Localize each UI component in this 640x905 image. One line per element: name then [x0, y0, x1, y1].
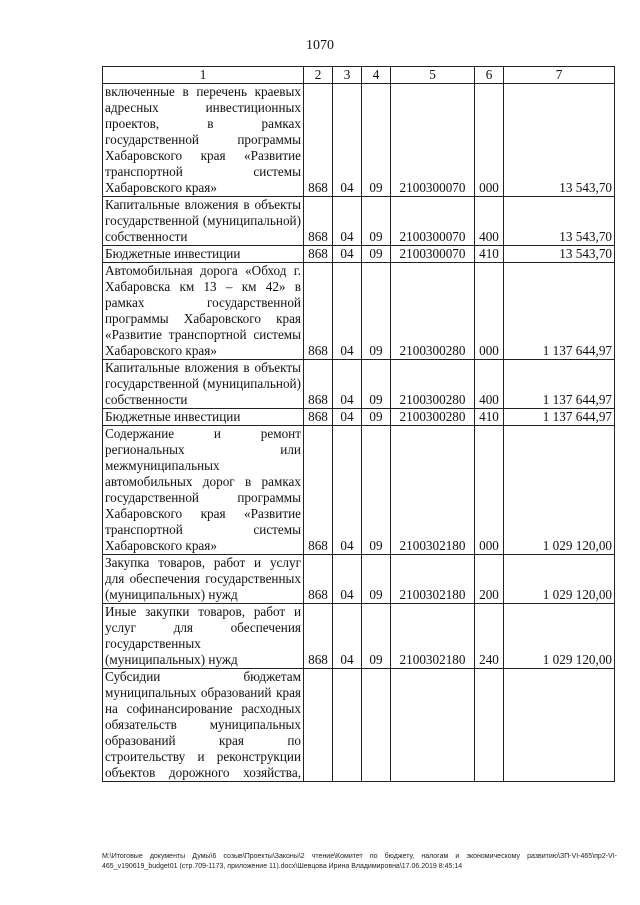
row-amount: 1 137 644,97 [504, 263, 615, 360]
row-name: Капитальные вложения в объекты государственной (муниципальной) собственности [103, 360, 304, 409]
row-col5: 2100302180 [391, 555, 475, 604]
row-amount: 1 029 120,00 [504, 426, 615, 555]
row-amount: 13 543,70 [504, 197, 615, 246]
row-col3: 04 [333, 84, 362, 197]
row-amount: 13 543,70 [504, 84, 615, 197]
document-footer-path: M:\Итоговые документы Думы\6 созыв\Проекты\Законы\2 чтение\Комитет по бюджету, налогам и экономическому развитию\ЗП-VI-465\пр2-VI-465_v190619_budget01 (стр.709-1173, приложение 11).docx\Шевцова Ирина Владимировна\17.06.2019 8:45:14 [102, 853, 617, 870]
col-header-1: 1 [103, 67, 304, 84]
row-col2: 868 [304, 555, 333, 604]
row-col2: 868 [304, 84, 333, 197]
col-header-2: 2 [304, 67, 333, 84]
row-col3: 04 [333, 246, 362, 263]
row-col5 [391, 669, 475, 782]
row-name: включенные в перечень краевых адресных инвестиционных проектов, в рамках государственной программы Хабаровского края «Развитие транспортной системы Хабаровского края» [103, 84, 304, 197]
row-name: Закупка товаров, работ и услуг для обеспечения государственных (муниципальных) нужд [103, 555, 304, 604]
row-col2 [304, 669, 333, 782]
row-col4: 09 [362, 409, 391, 426]
row-col6 [475, 669, 504, 782]
row-col3: 04 [333, 555, 362, 604]
row-name: Бюджетные инвестиции [103, 409, 304, 426]
row-col6: 400 [475, 197, 504, 246]
row-name: Иные закупки товаров, работ и услуг для обеспечения государственных (муниципальных) нужд [103, 604, 304, 669]
col-header-7: 7 [504, 67, 615, 84]
row-amount: 13 543,70 [504, 246, 615, 263]
row-col4: 09 [362, 84, 391, 197]
row-name: Субсидии бюджетам муниципальных образований края на софинансирование расходных обязательств муниципальных образований края по строительству и реконструкции объектов дорожного хозяйства, [103, 669, 304, 782]
row-col6: 240 [475, 604, 504, 669]
row-col5: 2100300070 [391, 197, 475, 246]
row-col6: 410 [475, 246, 504, 263]
row-col4: 09 [362, 426, 391, 555]
row-col3 [333, 669, 362, 782]
row-col4: 09 [362, 555, 391, 604]
row-col4: 09 [362, 360, 391, 409]
row-col5: 2100300070 [391, 246, 475, 263]
table-row [103, 409, 615, 426]
row-col6: 000 [475, 426, 504, 555]
row-col5: 2100300280 [391, 360, 475, 409]
row-col4: 09 [362, 197, 391, 246]
row-col4: 09 [362, 604, 391, 669]
row-col5: 2100302180 [391, 426, 475, 555]
row-col2: 868 [304, 360, 333, 409]
row-col2: 868 [304, 409, 333, 426]
col-header-4: 4 [362, 67, 391, 84]
table-row [103, 360, 615, 409]
header-row [103, 67, 615, 84]
row-col2: 868 [304, 604, 333, 669]
row-col6: 000 [475, 84, 504, 197]
table-row [103, 197, 615, 246]
row-col3: 04 [333, 197, 362, 246]
col-header-6: 6 [475, 67, 504, 84]
row-col5: 2100302180 [391, 604, 475, 669]
row-amount: 1 029 120,00 [504, 604, 615, 669]
row-col2: 868 [304, 426, 333, 555]
row-col5: 2100300280 [391, 263, 475, 360]
table-row [103, 84, 615, 197]
row-amount: 1 137 644,97 [504, 360, 615, 409]
row-col2: 868 [304, 197, 333, 246]
row-col6: 410 [475, 409, 504, 426]
table-row [103, 246, 615, 263]
table-row [103, 426, 615, 555]
budget-table [102, 66, 615, 782]
table-row [103, 669, 615, 782]
row-col2: 868 [304, 246, 333, 263]
row-col3: 04 [333, 409, 362, 426]
row-name: Бюджетные инвестиции [103, 246, 304, 263]
row-col5: 2100300070 [391, 84, 475, 197]
table-row [103, 263, 615, 360]
row-col3: 04 [333, 263, 362, 360]
row-col3: 04 [333, 426, 362, 555]
col-header-5: 5 [391, 67, 475, 84]
row-col5: 2100300280 [391, 409, 475, 426]
row-name: Автомобильная дорога «Обход г. Хабаровска км 13 – км 42» в рамках государственной программы Хабаровского края «Развитие транспортной системы Хабаровского края» [103, 263, 304, 360]
row-col6: 400 [475, 360, 504, 409]
row-col2: 868 [304, 263, 333, 360]
row-col3: 04 [333, 360, 362, 409]
row-col4: 09 [362, 263, 391, 360]
row-col4: 09 [362, 246, 391, 263]
col-header-3: 3 [333, 67, 362, 84]
row-name: Содержание и ремонт региональных или межмуниципальных автомобильных дорог в рамках государственной программы Хабаровского края «Развитие транспортной системы Хабаровского края» [103, 426, 304, 555]
row-amount [504, 669, 615, 782]
table-row [103, 604, 615, 669]
row-col4 [362, 669, 391, 782]
page-number: 1070 [306, 38, 334, 53]
row-col6: 000 [475, 263, 504, 360]
row-col3: 04 [333, 604, 362, 669]
row-amount: 1 137 644,97 [504, 409, 615, 426]
row-col6: 200 [475, 555, 504, 604]
row-name: Капитальные вложения в объекты государственной (муниципальной) собственности [103, 197, 304, 246]
row-amount: 1 029 120,00 [504, 555, 615, 604]
table-row [103, 555, 615, 604]
